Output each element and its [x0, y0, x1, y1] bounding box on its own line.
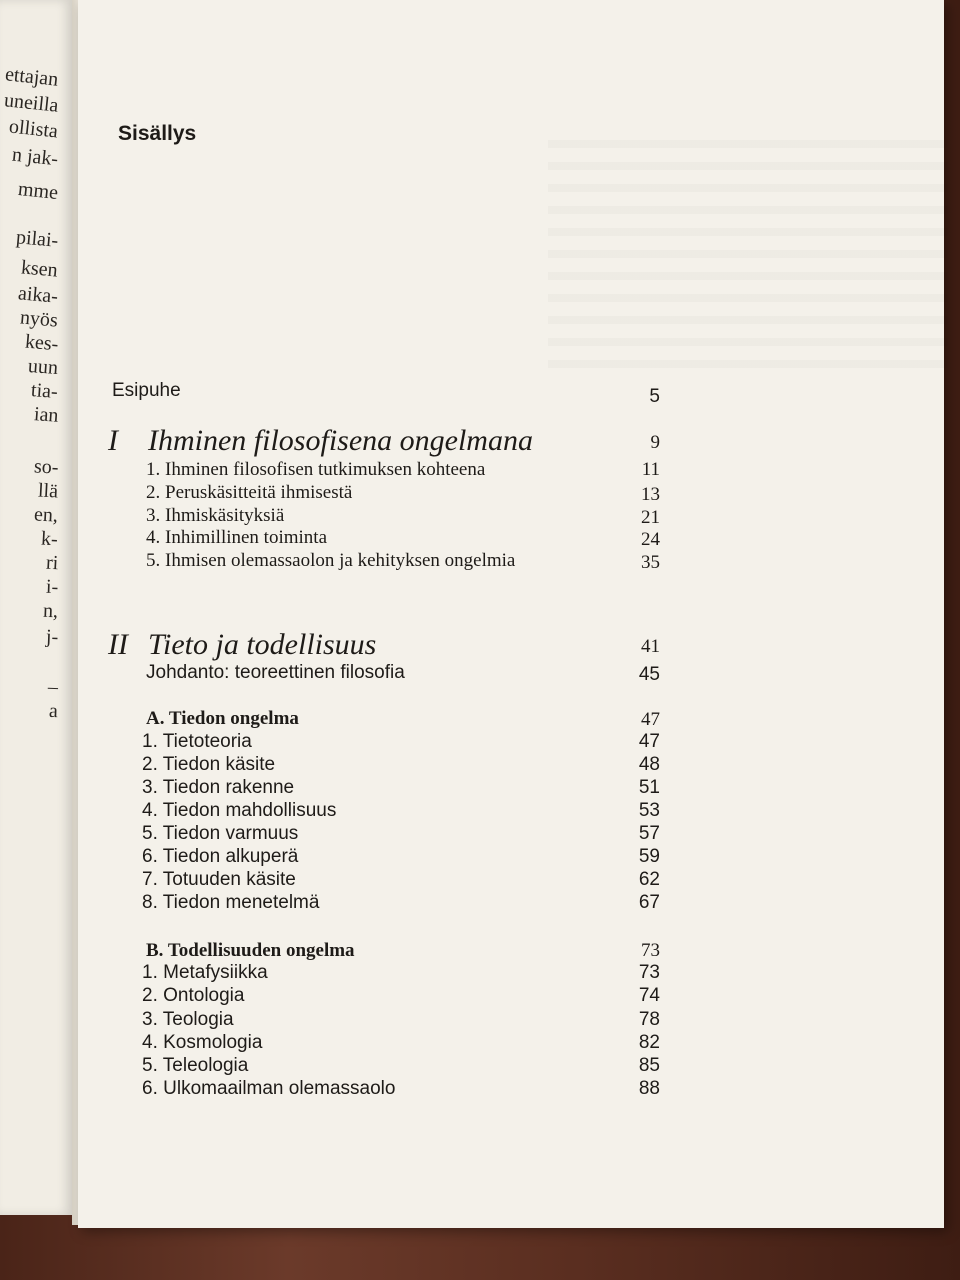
- part-title: Ihminen filosofisena ongelmana: [148, 424, 533, 457]
- facing-page-left: [0, 0, 72, 1215]
- toc-entry-label: 2. Tiedon käsite: [142, 754, 276, 775]
- facing-page-text: ksen: [20, 256, 59, 282]
- toc-page-number: 82: [638, 1032, 660, 1053]
- toc-section-label: A. Tiedon ongelma: [146, 708, 299, 729]
- facing-page-text: ettajan: [3, 63, 60, 91]
- facing-page-text: n,: [42, 599, 59, 623]
- part-numeral: II: [108, 628, 128, 661]
- facing-page-text: so-: [33, 455, 59, 479]
- toc-page-number: 85: [638, 1055, 660, 1076]
- toc-entry-label: 1. Metafysiikka: [142, 962, 268, 983]
- page-title: Sisällys: [118, 122, 197, 145]
- facing-page-text: aika-: [17, 282, 59, 308]
- toc-page-number: 53: [638, 800, 660, 821]
- toc-entry-preface: [78, 380, 944, 406]
- facing-page-text: kes-: [23, 330, 59, 356]
- toc-chapter: [78, 1078, 944, 1104]
- part-numeral: I: [108, 424, 118, 457]
- toc-page-number: 62: [638, 869, 660, 890]
- toc-section-label: B. Todellisuuden ongelma: [146, 940, 355, 961]
- toc-chapter: [78, 550, 944, 576]
- toc-entry-label: 5. Teleologia: [142, 1055, 249, 1076]
- facing-page-text: j-: [45, 625, 59, 649]
- facing-page-text: en,: [33, 503, 59, 527]
- toc-page-number: 13: [641, 484, 660, 505]
- part-title: Tieto ja todellisuus: [148, 628, 377, 661]
- toc-page-number: 78: [638, 1009, 660, 1030]
- show-through-text: [548, 140, 948, 380]
- facing-page-text: uneilla: [2, 89, 60, 117]
- toc-page-number: 88: [638, 1078, 660, 1099]
- toc-page-number: 24: [641, 529, 660, 550]
- toc-chapter: [78, 985, 944, 1011]
- facing-page-text: llä: [37, 479, 59, 503]
- facing-page-text: –: [47, 675, 59, 699]
- toc-entry-label: 6. Tiedon alkuperä: [142, 846, 299, 867]
- toc-intro: [78, 662, 944, 688]
- toc-page-number: 48: [638, 754, 660, 775]
- toc-page-number: 73: [641, 940, 660, 961]
- toc-entry-label: 3. Teologia: [142, 1009, 234, 1030]
- toc-page-number: 59: [638, 846, 660, 867]
- facing-page-text: ian: [32, 403, 59, 427]
- toc-entry-label: 4. Inhimillinen toiminta: [146, 527, 328, 548]
- facing-page-text: uun: [27, 354, 59, 380]
- toc-entry-label: 8. Tiedon menetelmä: [142, 892, 320, 913]
- toc-page-number: 51: [638, 777, 660, 798]
- toc-entry-label: 4. Tiedon mahdollisuus: [142, 800, 337, 821]
- facing-page-text: tia-: [30, 379, 59, 403]
- facing-page-text: nyös: [19, 306, 59, 332]
- toc-page-number: 45: [638, 664, 660, 685]
- toc-entry-label: 6. Ulkomaailman olemassaolo: [142, 1078, 396, 1099]
- facing-page-text: n jak-: [10, 143, 60, 171]
- toc-entry-label: 5. Ihmisen olemassaolon ja kehityksen ongelmia: [146, 550, 516, 571]
- facing-page-text: pilai-: [14, 226, 59, 252]
- facing-page-text: i-: [45, 575, 59, 599]
- facing-page-text: mme: [17, 177, 60, 205]
- toc-entry-label: 2. Peruskäsitteitä ihmisestä: [146, 482, 353, 503]
- facing-page-text: k-: [40, 527, 59, 551]
- toc-page-number: 47: [641, 709, 660, 730]
- toc-page-number: 5: [649, 386, 660, 407]
- toc-page-number: 11: [641, 459, 660, 480]
- toc-page-number: 35: [641, 552, 660, 573]
- toc-part-2: [78, 628, 944, 664]
- facing-page-text: a: [48, 699, 59, 723]
- toc-page-number: 73: [638, 962, 660, 983]
- toc-entry-label: 2. Ontologia: [142, 985, 245, 1006]
- toc-entry-label: 1. Ihminen filosofisen tutkimuksen kohteena: [146, 459, 486, 480]
- facing-page-text: ri: [45, 551, 59, 575]
- toc-page-number: 41: [641, 636, 660, 657]
- toc-entry-label: 7. Totuuden käsite: [142, 869, 296, 890]
- toc-page-number: 57: [638, 823, 660, 844]
- toc-page-number: 74: [638, 985, 660, 1006]
- toc-entry-label: 5. Tiedon varmuus: [142, 823, 299, 844]
- toc-page-number: 47: [638, 731, 660, 752]
- toc-entry-label: Johdanto: teoreettinen filosofia: [146, 662, 405, 683]
- toc-entry-label: Esipuhe: [112, 380, 181, 401]
- toc-page-number: 9: [650, 432, 660, 453]
- toc-page-number: 21: [641, 507, 660, 528]
- toc-entry-label: 3. Ihmiskäsityksiä: [146, 505, 285, 526]
- toc-entry-label: 3. Tiedon rakenne: [142, 777, 295, 798]
- toc-entry-label: 1. Tietoteoria: [142, 731, 252, 752]
- toc-page-number: 67: [638, 892, 660, 913]
- contents-page: [78, 0, 944, 1228]
- toc-part-1: [78, 424, 944, 460]
- toc-chapter: [78, 892, 944, 918]
- toc-entry-label: 4. Kosmologia: [142, 1032, 263, 1053]
- facing-page-text: ollista: [8, 115, 60, 143]
